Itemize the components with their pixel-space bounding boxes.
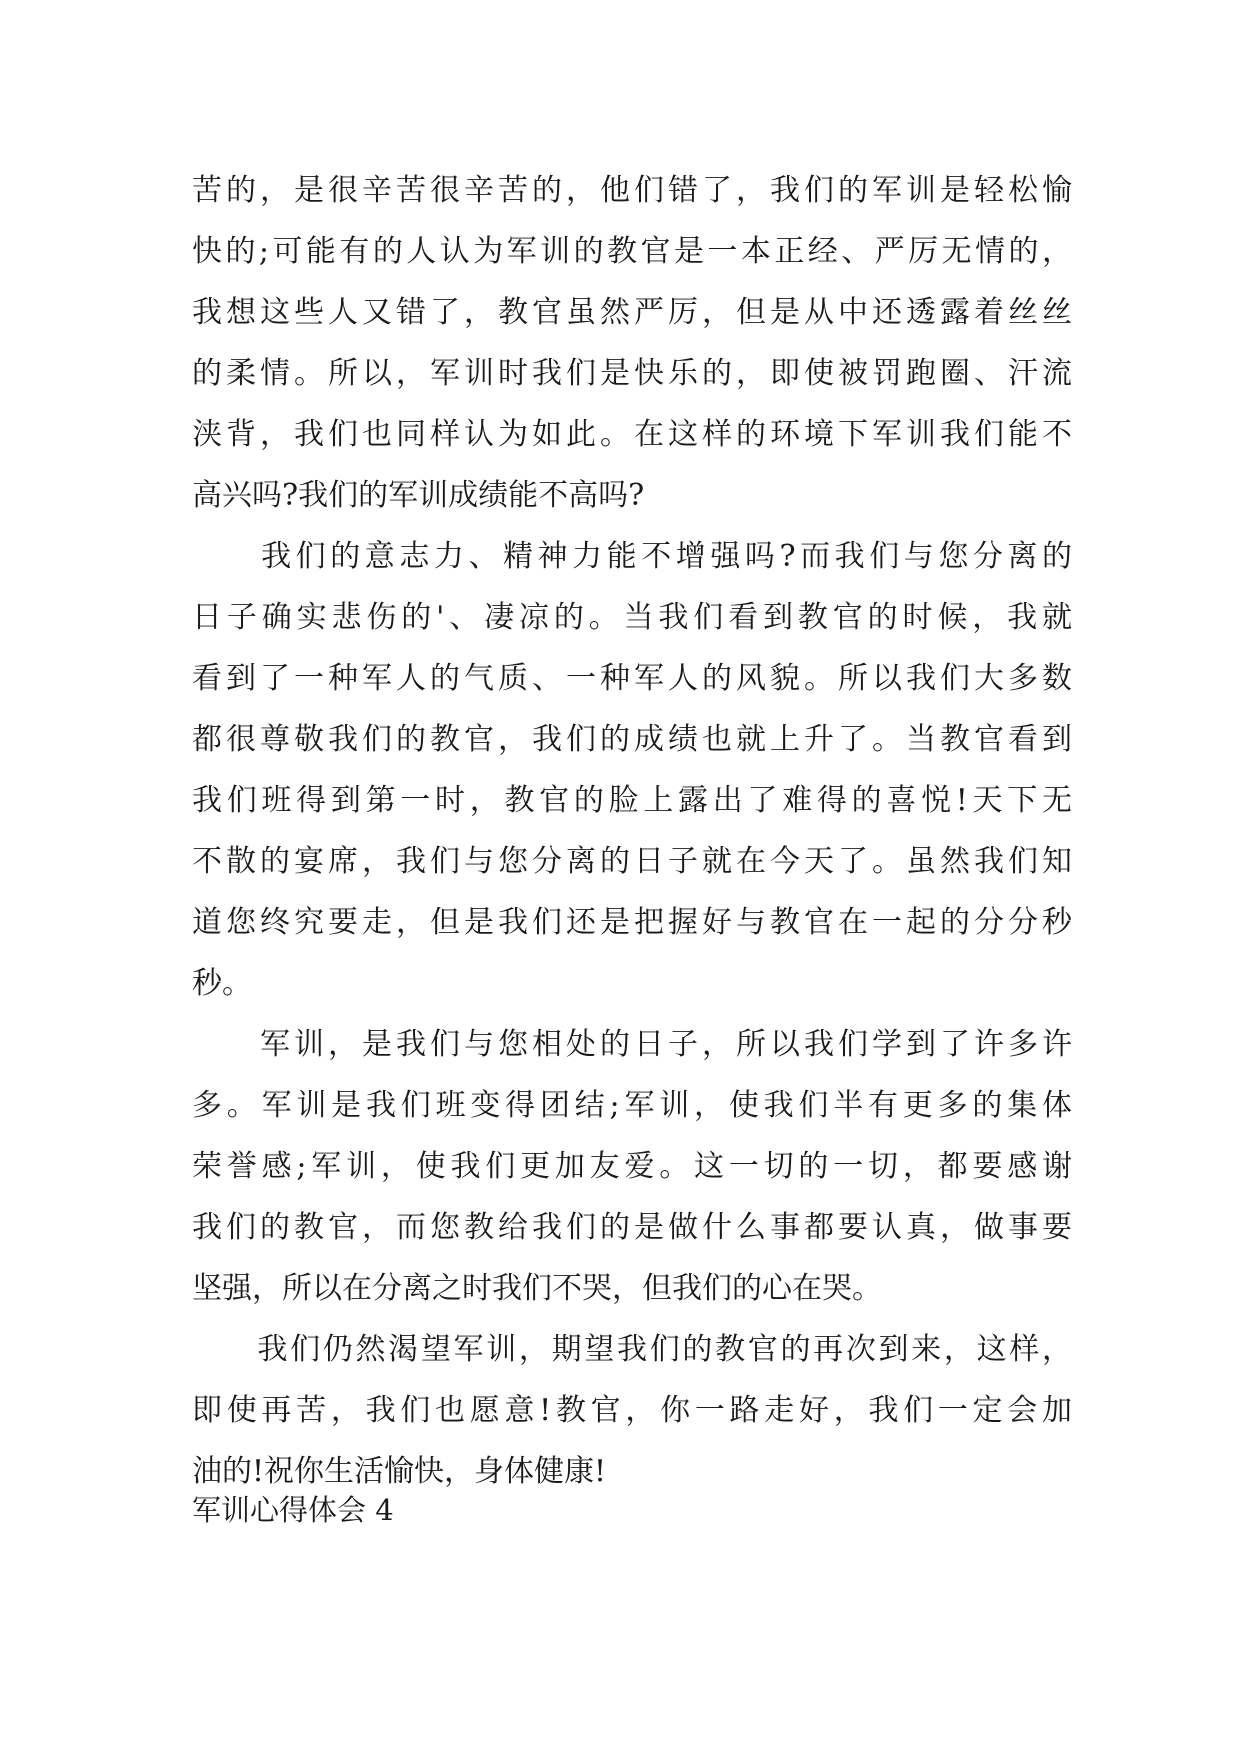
text-line: 看到了一种军人的气质、一种军人的风貌。所以我们大多数 (192, 661, 1072, 696)
text-line: 的柔情。所以，军训时我们是快乐的，即使被罚跑圈、汗流 (192, 356, 1072, 391)
text-line: 我想这些人又错了，教官虽然严厉，但是从中还透露着丝丝 (192, 295, 1072, 330)
text-line: 我们班得到第一时，教官的脸上露出了难得的喜悦!天下无 (192, 783, 1072, 818)
paragraph-2 (192, 526, 1072, 1014)
text-line: 油的!祝你生活愉快，身体健康! (192, 1454, 607, 1489)
paragraph-1 (192, 160, 1072, 526)
body-text (192, 160, 1072, 1502)
text-line: 不散的宴席，我们与您分离的日子就在今天了。虽然我们知 (192, 844, 1072, 879)
text-line: 我们的意志力、精神力能不增强吗?而我们与您分离的 (192, 539, 1072, 574)
text-line: 军训，是我们与您相处的日子，所以我们学到了许多许 (192, 1027, 1072, 1062)
text-line: 苦的，是很辛苦很辛苦的，他们错了，我们的军训是轻松愉 (192, 173, 1072, 208)
text-line: 荣誉感;军训，使我们更加友爱。这一切的一切，都要感谢 (192, 1149, 1072, 1184)
text-line: 道您终究要走，但是我们还是把握好与教官在一起的分分秒 (192, 905, 1072, 940)
text-line: 高兴吗?我们的军训成绩能不高吗? (192, 478, 645, 513)
text-line: 快的;可能有的人认为军训的教官是一本正经、严厉无情的， (192, 234, 1072, 269)
text-line: 都很尊敬我们的教官，我们的成绩也就上升了。当教官看到 (192, 722, 1072, 757)
text-line: 秒。 (192, 966, 252, 1001)
paragraph-4 (192, 1319, 1072, 1502)
paragraph-3 (192, 1014, 1072, 1319)
text-line: 我们仍然渴望军训，期望我们的教官的再次到来，这样， (192, 1332, 1072, 1367)
text-line: 日子确实悲伤的'、凄凉的。当我们看到教官的时候，我就 (192, 600, 1072, 635)
text-line: 我们的教官，而您教给我们的是做什么事都要认真，做事要 (192, 1210, 1072, 1245)
text-line: 坚强，所以在分离之时我们不哭，但我们的心在哭。 (192, 1271, 882, 1306)
text-line: 浃背，我们也同样认为如此。在这样的环境下军训我们能不 (192, 417, 1072, 452)
text-line: 多。军训是我们班变得团结;军训，使我们半有更多的集体 (192, 1088, 1072, 1123)
text-line: 即使再苦，我们也愿意!教官，你一路走好，我们一定会加 (192, 1393, 1072, 1428)
section-heading: 军训心得体会 4 (192, 1493, 394, 1527)
